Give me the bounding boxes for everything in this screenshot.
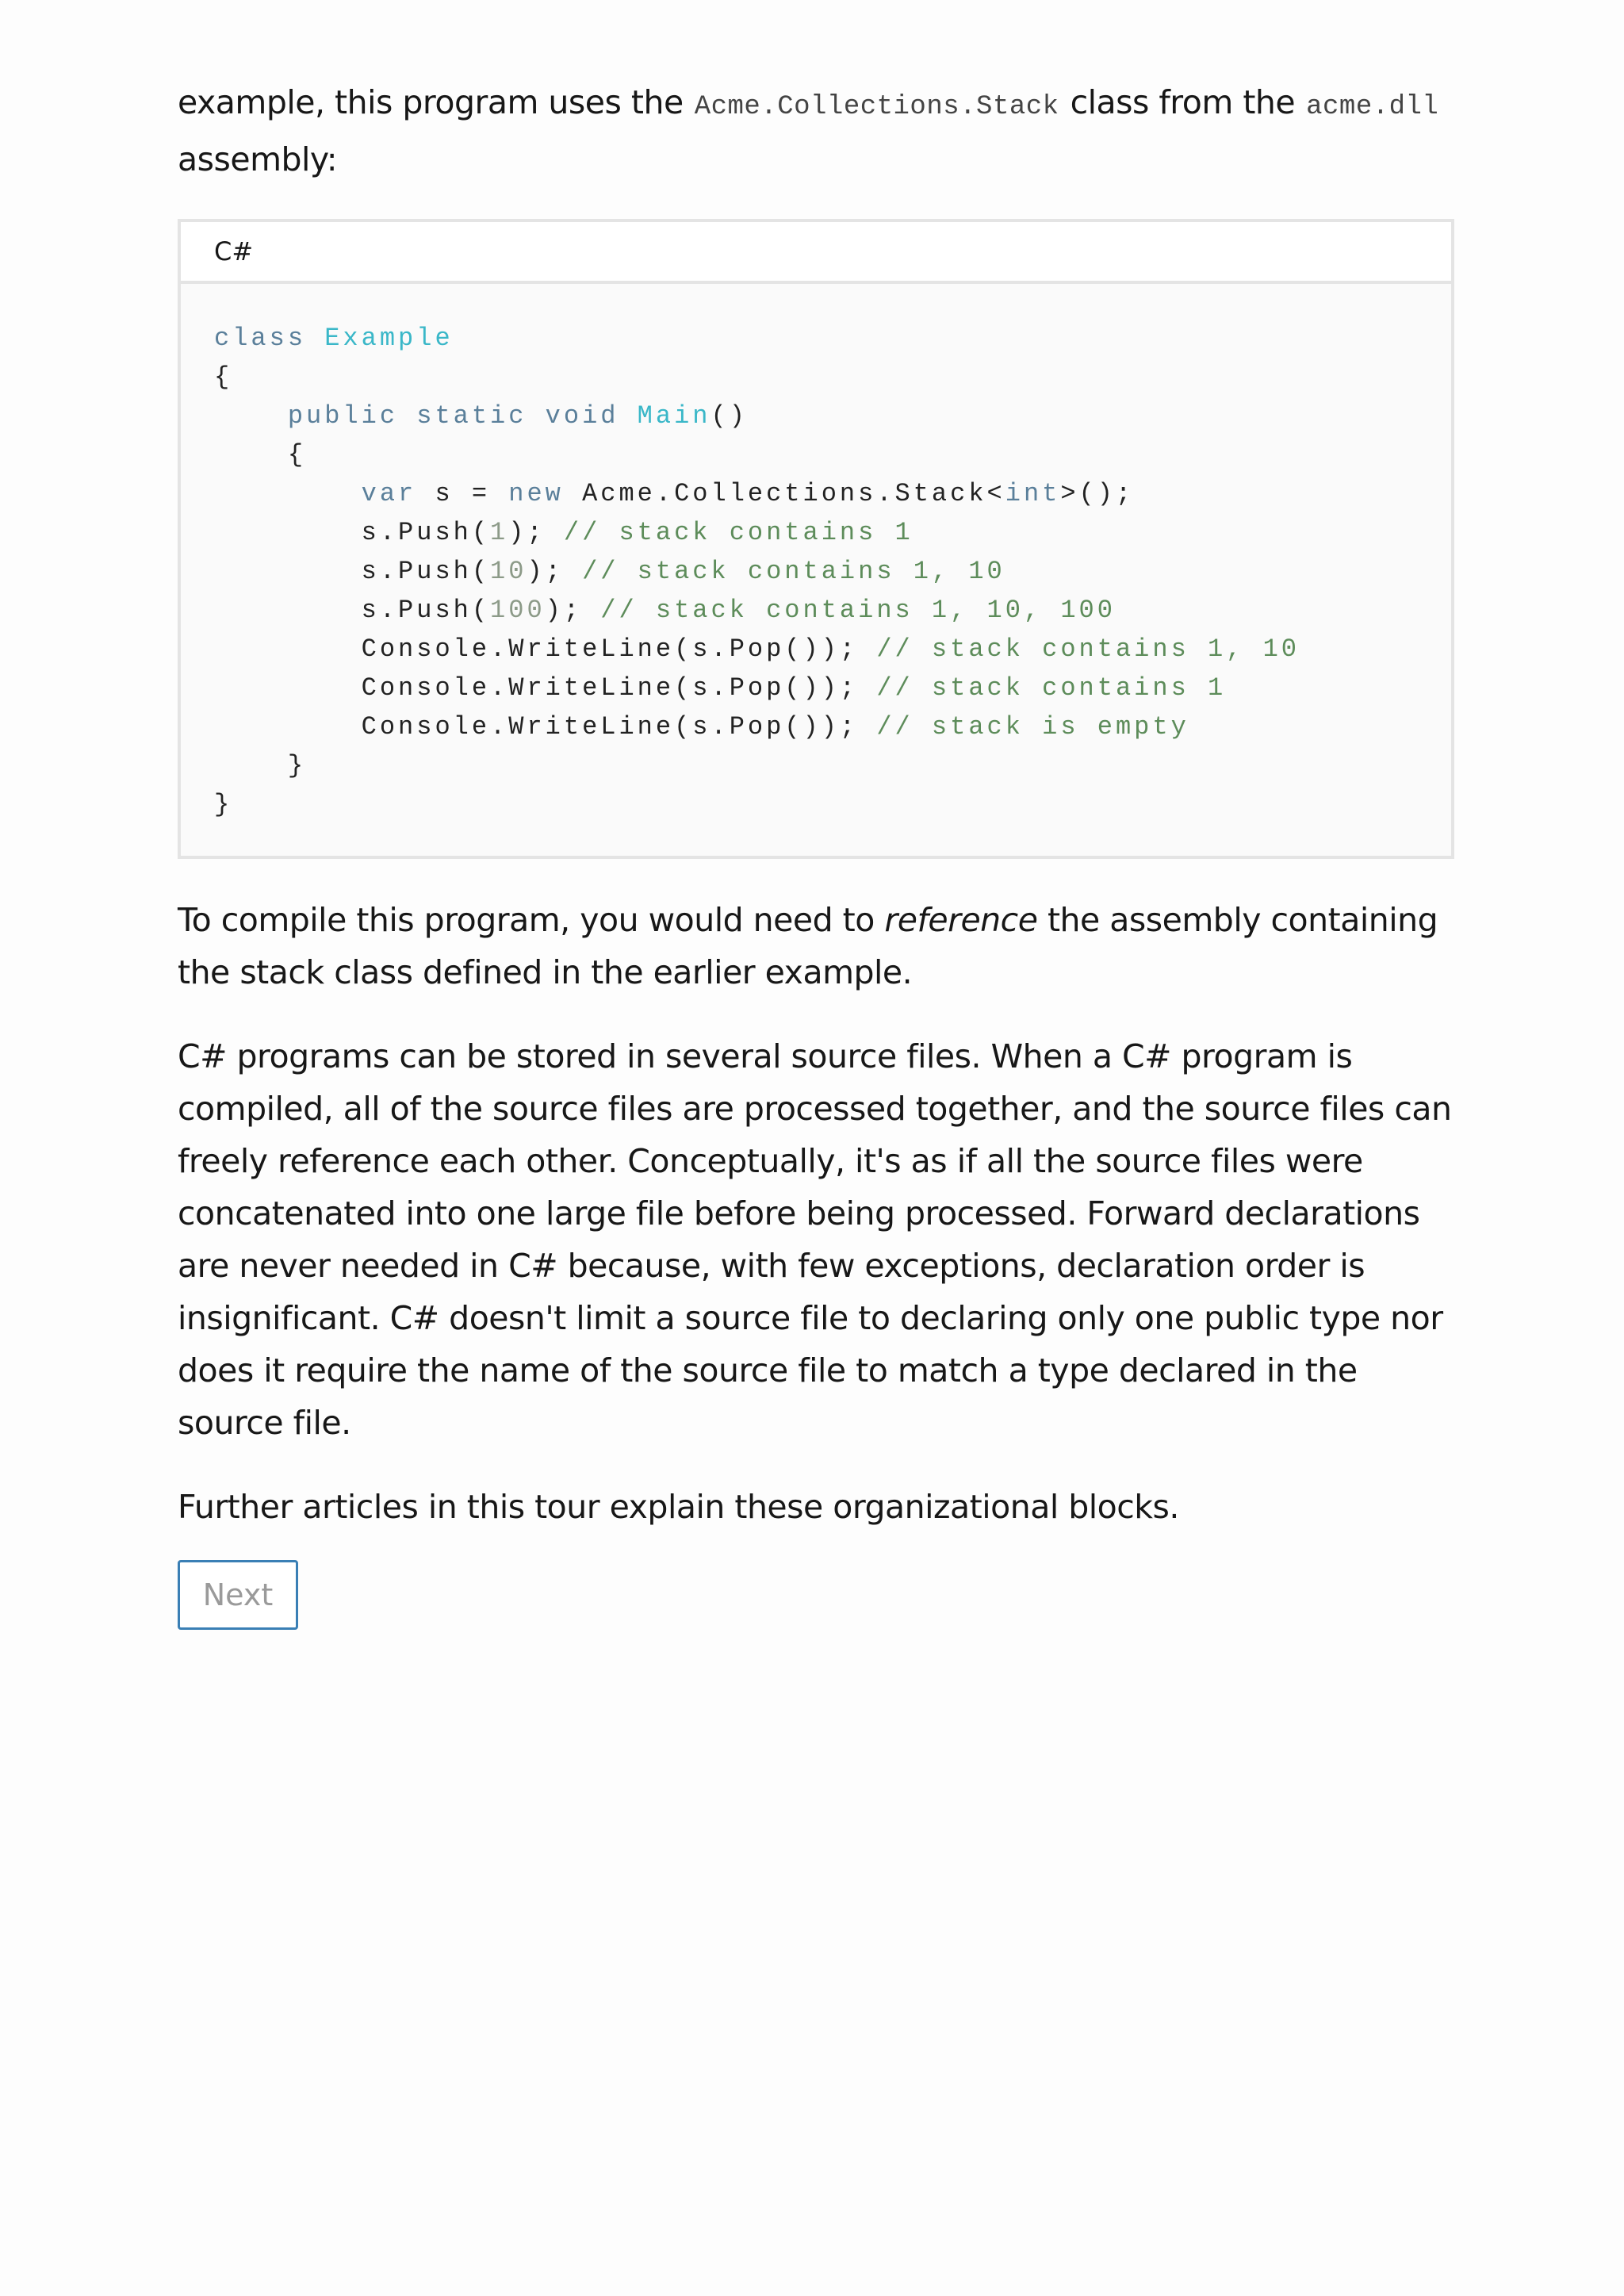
code-line-11: Console.WriteLine(s.Pop()); // stack is empty (361, 712, 1189, 742)
code-line-10: Console.WriteLine(s.Pop()); // stack contains 1 (361, 673, 1227, 703)
code-line-8: s.Push(100); // stack contains 1, 10, 100 (361, 596, 1116, 625)
inline-code-class: Acme.Collections.Stack (694, 92, 1059, 122)
code-block (178, 219, 1454, 859)
intro-paragraph (178, 76, 1454, 186)
next-button[interactable]: Next (178, 1560, 298, 1630)
code-line-3: public static void Main() (287, 401, 748, 431)
code-line-6: s.Push(1); // stack contains 1 (361, 518, 914, 547)
code-language-label: C# (214, 236, 254, 266)
paragraph-further-articles: Further articles in this tour explain these organizational blocks. (178, 1488, 1179, 1526)
code-language-header (181, 222, 1451, 284)
inline-code-assembly: acme.dll (1306, 92, 1439, 122)
code-body[interactable] (181, 284, 1451, 856)
code-line-4: { (214, 440, 307, 470)
intro-text-after: assembly: (178, 140, 338, 178)
article-content (178, 76, 1454, 1630)
code-line-2: { (214, 362, 233, 392)
paragraph-source-files: C# programs can be stored in several source files. When a C# program is compiled, all of the source files are processed together, and the source files can freely reference each other. Conceptually, it's as if all the source files were concatenated into one large file before being processed. Forward declarations are never needed in C# because, with few exceptions, declaration order is insignificant. C# doesn't limit a source file to declaring only one public type nor does it require the name of the source file to match a type declared in the source file. (178, 1037, 1452, 1442)
code-line-5: var s = new Acme.Collections.Stack<int>(); (361, 479, 1135, 508)
paragraph-reference: To compile this program, you would need to reference the assembly containing the stack class defined in the earlier example. (178, 901, 1438, 991)
code-line-1: class Example (214, 324, 454, 353)
code-line-7: s.Push(10); // stack contains 1, 10 (361, 557, 1005, 586)
code-line-13: } (214, 790, 233, 819)
code-line-12: } (214, 751, 307, 780)
intro-text-middle: class from the (1070, 83, 1296, 121)
emphasis-reference: reference (884, 901, 1038, 939)
code-line-9: Console.WriteLine(s.Pop()); // stack contains 1, 10 (361, 634, 1300, 664)
intro-text-before: example, this program uses the (178, 83, 684, 121)
